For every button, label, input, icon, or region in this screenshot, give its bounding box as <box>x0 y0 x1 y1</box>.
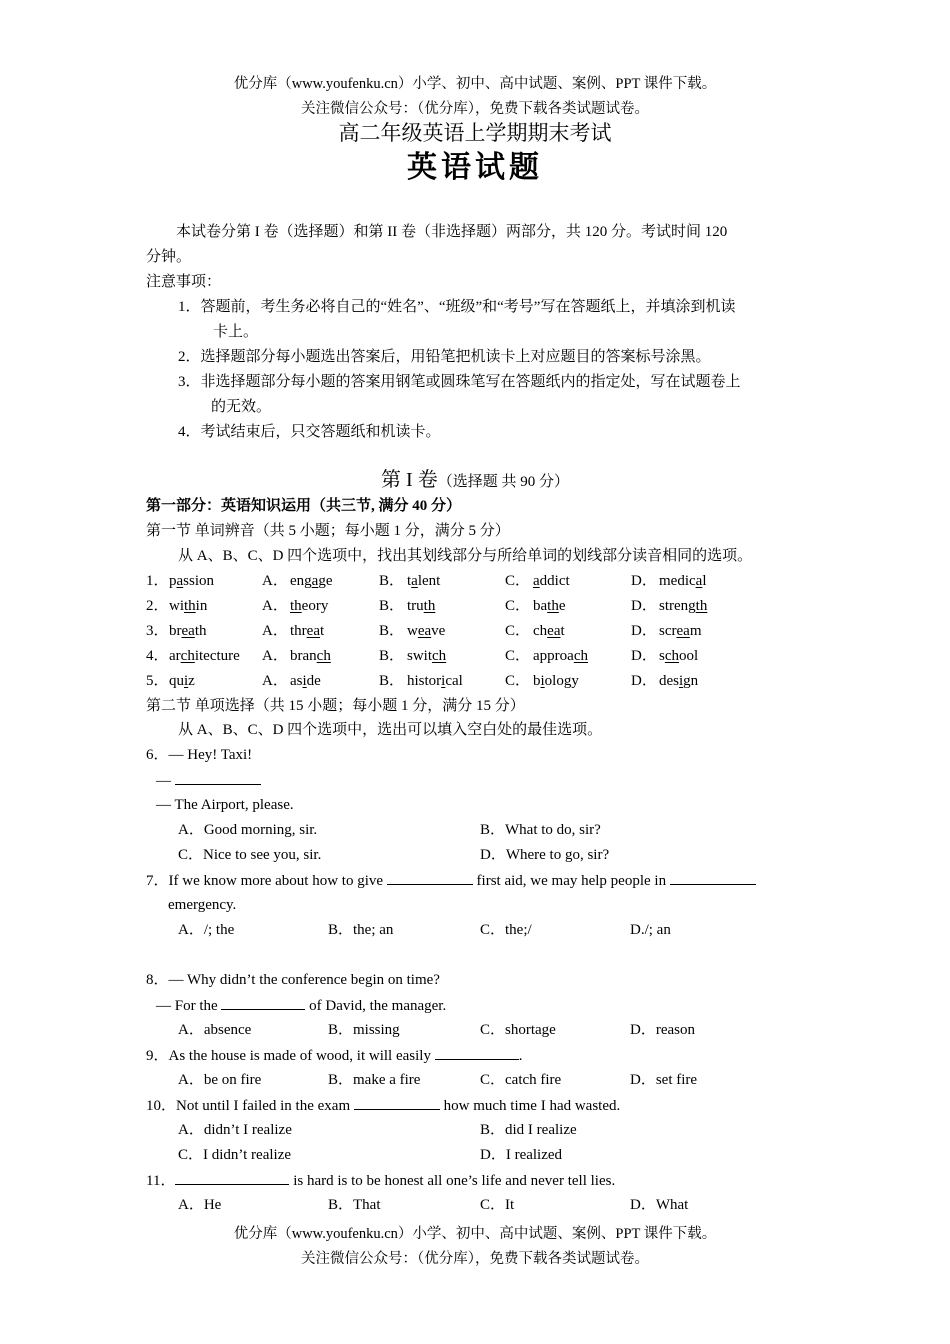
word-prefix: t <box>407 573 412 589</box>
option-label: C． <box>505 623 531 639</box>
word-prefix: streng <box>659 598 696 614</box>
q7-option-d: D./; an <box>630 922 671 938</box>
header-line-1: 优分库（www.youfenku.cn）小学、初中、高中试题、案例、PPT 课件下载。 <box>233 76 717 92</box>
part1-title: 第一部分：英语知识运用（共三节, 满分 40 分） <box>146 498 462 514</box>
q9-option-a: A．be on fire <box>178 1072 262 1088</box>
q9-option-d: D．set fire <box>630 1072 698 1088</box>
word-suffix: eory <box>301 598 329 614</box>
word-suffix: in <box>195 598 208 614</box>
option-word <box>659 571 707 591</box>
option-word <box>407 596 435 616</box>
option-word <box>533 621 565 641</box>
notice-item-3-cont: 的无效。 <box>211 399 272 415</box>
q10-option-b: B．did I realize <box>480 1122 577 1138</box>
word-suffix: t <box>320 623 325 639</box>
question-number: 3． <box>146 623 169 639</box>
phonetics-row <box>0 621 950 641</box>
q8-option-c: C．shortage <box>480 1022 556 1038</box>
word-prefix: approa <box>533 648 574 664</box>
q8-text-1: — For the <box>156 998 218 1014</box>
volume-suffix: （选择题 共 90 分） <box>437 474 569 490</box>
q7-text-1: 7．If we know more about how to give <box>146 873 384 889</box>
answer-blank <box>354 1095 440 1110</box>
word-prefix: bran <box>290 648 317 664</box>
stem-word <box>169 671 195 691</box>
word-suffix: itecture <box>194 648 240 664</box>
option-word <box>533 646 588 666</box>
option-label: D． <box>631 648 657 664</box>
word-prefix: ch <box>533 623 548 639</box>
q10-option-d: D．I realized <box>480 1147 563 1163</box>
word-prefix: eng <box>290 573 312 589</box>
option-word <box>533 571 570 591</box>
q11-text-2: is hard is to be honest all one’s life and never tell lies. <box>293 1173 616 1189</box>
option-label: D． <box>631 598 657 614</box>
word-prefix: thr <box>290 623 307 639</box>
option-word <box>290 571 333 591</box>
section2-title: 第二节 单项选择（共 15 小题；每小题 1 分，满分 15 分） <box>146 698 525 714</box>
word-suffix: ology <box>544 673 579 689</box>
word-suffix: ge <box>318 573 333 589</box>
notice-item-2: 2．选择题部分每小题选出答案后，用铅笔把机读卡上对应题目的答案标号涂黑。 <box>178 349 711 365</box>
q6-option-c: C．Nice to see you, sir. <box>178 847 322 863</box>
word-suffix: m <box>689 623 702 639</box>
word-prefix: b <box>533 673 541 689</box>
option-label: A． <box>262 648 288 664</box>
option-label: C． <box>505 598 531 614</box>
q7-option-a: A．/; the <box>178 922 235 938</box>
underlined-letters: a <box>311 573 319 589</box>
underlined-letters: th <box>423 598 436 614</box>
q9-stem <box>146 1045 522 1066</box>
q6-option-a: A．Good morning, sir. <box>178 822 318 838</box>
underlined-letters: ea <box>417 623 432 639</box>
word-prefix: w <box>407 623 418 639</box>
word-suffix: ool <box>679 648 699 664</box>
answer-blank <box>670 870 756 885</box>
option-word <box>407 646 446 666</box>
option-word <box>290 671 321 691</box>
option-label: A． <box>262 623 288 639</box>
option-label: A． <box>262 598 288 614</box>
word-suffix: ssion <box>183 573 215 589</box>
word-suffix: z <box>188 673 195 689</box>
word-suffix: th <box>194 623 207 639</box>
answer-blank <box>175 1170 289 1185</box>
option-label: B． <box>379 623 405 639</box>
notice-item-3: 3．非选择题部分每小题的答案用钢笔或圆珠笔写在答题纸内的指定处，写在试题卷上 <box>178 374 741 390</box>
word-prefix: as <box>290 673 303 689</box>
q8-option-b: B．missing <box>328 1022 400 1038</box>
section1-title: 第一节 单词辨音（共 5 小题；每小题 1 分，满分 5 分） <box>146 523 510 539</box>
q6-dash: — <box>156 773 171 789</box>
phonetics-row <box>0 571 950 591</box>
word-prefix: s <box>659 648 665 664</box>
footer-line-2: 关注微信公众号：（优分库），免费下载各类试题试卷。 <box>301 1251 649 1267</box>
q6-stem: 6．— Hey! Taxi! <box>146 747 253 763</box>
word-suffix: l <box>702 573 707 589</box>
q7-text-2: first aid, we may help people in <box>476 873 667 889</box>
q9-option-b: B．make a fire <box>328 1072 421 1088</box>
q11-option-b: B．That <box>328 1197 381 1213</box>
underlined-letters: ch <box>316 648 331 664</box>
word-prefix: tru <box>407 598 424 614</box>
option-label: A． <box>262 673 288 689</box>
option-word <box>659 671 698 691</box>
option-word <box>659 646 698 666</box>
phonetics-row <box>0 671 950 691</box>
phonetics-row <box>0 646 950 666</box>
question-number: 1． <box>146 573 169 589</box>
option-word <box>407 571 440 591</box>
intro-line-1: 本试卷分第 I 卷（选择题）和第 II 卷（非选择题）两部分，共 120 分。考试时间 120 <box>176 224 728 240</box>
footer-line-1: 优分库（www.youfenku.cn）小学、初中、高中试题、案例、PPT 课件下载。 <box>233 1226 717 1242</box>
answer-blank <box>387 870 473 885</box>
answer-blank <box>221 995 305 1010</box>
underlined-letters: a <box>533 573 540 589</box>
exam-subtitle: 英语试题 <box>407 151 543 184</box>
volume-heading <box>0 470 950 492</box>
underlined-letters: ch <box>573 648 588 664</box>
stem-word <box>169 621 207 641</box>
q10-option-c: C．I didn’t realize <box>178 1147 292 1163</box>
word-suffix: de <box>306 673 321 689</box>
option-word <box>407 621 445 641</box>
underlined-letters: ch <box>180 648 195 664</box>
exam-title: 高二年级英语上学期期末考试 <box>338 121 612 145</box>
volume-title: 第 I 卷 <box>381 469 438 491</box>
word-prefix: p <box>169 573 177 589</box>
option-label: B． <box>379 673 405 689</box>
option-word <box>533 596 566 616</box>
question-number: 2． <box>146 598 169 614</box>
word-prefix: ba <box>533 598 548 614</box>
notice-title: 注意事项： <box>146 274 222 290</box>
notice-item-1: 1．答题前，考生务必将自己的“姓名”、“班级”和“考号”写在答题纸上，并填涂到机读 <box>178 299 736 315</box>
underlined-letters: ea <box>676 623 690 639</box>
option-label: C． <box>505 573 531 589</box>
option-word <box>659 596 707 616</box>
q11-option-a: A．He <box>178 1197 222 1213</box>
q11-option-d: D．What <box>630 1197 689 1213</box>
word-prefix: ar <box>169 648 181 664</box>
option-word <box>290 596 328 616</box>
option-word <box>290 646 331 666</box>
stem-word <box>169 571 214 591</box>
underlined-letters: i <box>184 673 189 689</box>
stem-word <box>169 646 240 666</box>
q6-option-d: D．Where to go, sir? <box>480 847 610 863</box>
q10-option-a: A．didn’t I realize <box>178 1122 292 1138</box>
word-prefix: histor <box>407 673 442 689</box>
q6-blank-line <box>156 770 261 791</box>
word-prefix: br <box>169 623 182 639</box>
q7-option-c: C．the;/ <box>480 922 532 938</box>
word-prefix: wi <box>169 598 184 614</box>
underlined-letters: ch <box>432 648 447 664</box>
option-word <box>290 621 324 641</box>
underlined-letters: ea <box>547 623 561 639</box>
q10-stem <box>146 1095 620 1116</box>
option-word <box>659 621 702 641</box>
phonetics-row <box>0 596 950 616</box>
q10-text-2: how much time I had wasted. <box>443 1098 621 1114</box>
notice-item-4: 4．考试结束后，只交答题纸和机读卡。 <box>178 424 441 440</box>
stem-word <box>169 596 207 616</box>
answer-blank <box>175 770 261 785</box>
underlined-letters: i <box>679 673 684 689</box>
q9-text-2: . <box>518 1048 523 1064</box>
underlined-letters: i <box>302 673 307 689</box>
q6-reply: — The Airport, please. <box>156 797 294 813</box>
header-line-2: 关注微信公众号：（优分库），免费下载各类试题试卷。 <box>301 101 649 117</box>
word-suffix: ve <box>431 623 446 639</box>
option-word <box>407 671 463 691</box>
q9-text-1: 9．As the house is made of wood, it will easily <box>146 1048 431 1064</box>
option-word <box>533 671 579 691</box>
q10-text-1: 10．Not until I failed in the exam <box>146 1098 351 1114</box>
question-number: 5． <box>146 673 169 689</box>
option-label: D． <box>631 623 657 639</box>
word-prefix: scr <box>659 623 677 639</box>
section1-instruction: 从 A、B、C、D 四个选项中，找出其划线部分与所给单词的划线部分读音相同的选项。 <box>178 548 753 564</box>
underlined-letters: i <box>540 673 545 689</box>
option-label: B． <box>379 648 405 664</box>
word-suffix: e <box>558 598 566 614</box>
word-prefix: qu <box>169 673 184 689</box>
q8-option-d: D．reason <box>630 1022 695 1038</box>
underlined-letters: th <box>547 598 559 614</box>
underlined-letters: a <box>695 573 703 589</box>
option-label: C． <box>505 648 531 664</box>
underlined-letters: a <box>176 573 184 589</box>
underlined-letters: a <box>411 573 418 589</box>
word-suffix: t <box>560 623 565 639</box>
word-suffix: ddict <box>539 573 570 589</box>
underlined-letters: th <box>290 598 302 614</box>
q7-option-b: B．the; an <box>328 922 394 938</box>
q11-stem <box>146 1170 615 1191</box>
word-prefix: swit <box>407 648 433 664</box>
question-number: 4． <box>146 648 169 664</box>
q8-text-2: of David, the manager. <box>309 998 447 1014</box>
word-suffix: cal <box>445 673 463 689</box>
underlined-letters: ea <box>306 623 320 639</box>
q8-reply <box>156 995 446 1016</box>
notice-item-1-cont: 卡上。 <box>213 324 259 340</box>
option-label: B． <box>379 598 405 614</box>
word-suffix: gn <box>683 673 699 689</box>
q8-option-a: A．absence <box>178 1022 252 1038</box>
word-suffix: lent <box>417 573 441 589</box>
q11-text-1: 11． <box>146 1173 176 1189</box>
underlined-letters: ch <box>664 648 680 664</box>
underlined-letters: i <box>441 673 446 689</box>
option-label: D． <box>631 573 657 589</box>
answer-blank <box>435 1045 519 1060</box>
underlined-letters: th <box>695 598 708 614</box>
option-label: C． <box>505 673 531 689</box>
underlined-letters: ea <box>181 623 195 639</box>
q6-option-b: B．What to do, sir? <box>480 822 601 838</box>
option-label: B． <box>379 573 405 589</box>
q9-option-c: C．catch fire <box>480 1072 562 1088</box>
q8-stem: 8．— Why didn’t the conference begin on time? <box>146 972 440 988</box>
q7-stem-cont: emergency. <box>168 897 237 913</box>
word-prefix: medic <box>659 573 696 589</box>
word-prefix: des <box>659 673 679 689</box>
underlined-letters: th <box>184 598 196 614</box>
intro-line-2: 分钟。 <box>146 249 192 265</box>
q7-stem <box>146 870 756 891</box>
option-label: D． <box>631 673 657 689</box>
q11-option-c: C．It <box>480 1197 515 1213</box>
option-label: A． <box>262 573 288 589</box>
section2-instruction: 从 A、B、C、D 四个选项中，选出可以填入空白处的最佳选项。 <box>178 722 603 738</box>
